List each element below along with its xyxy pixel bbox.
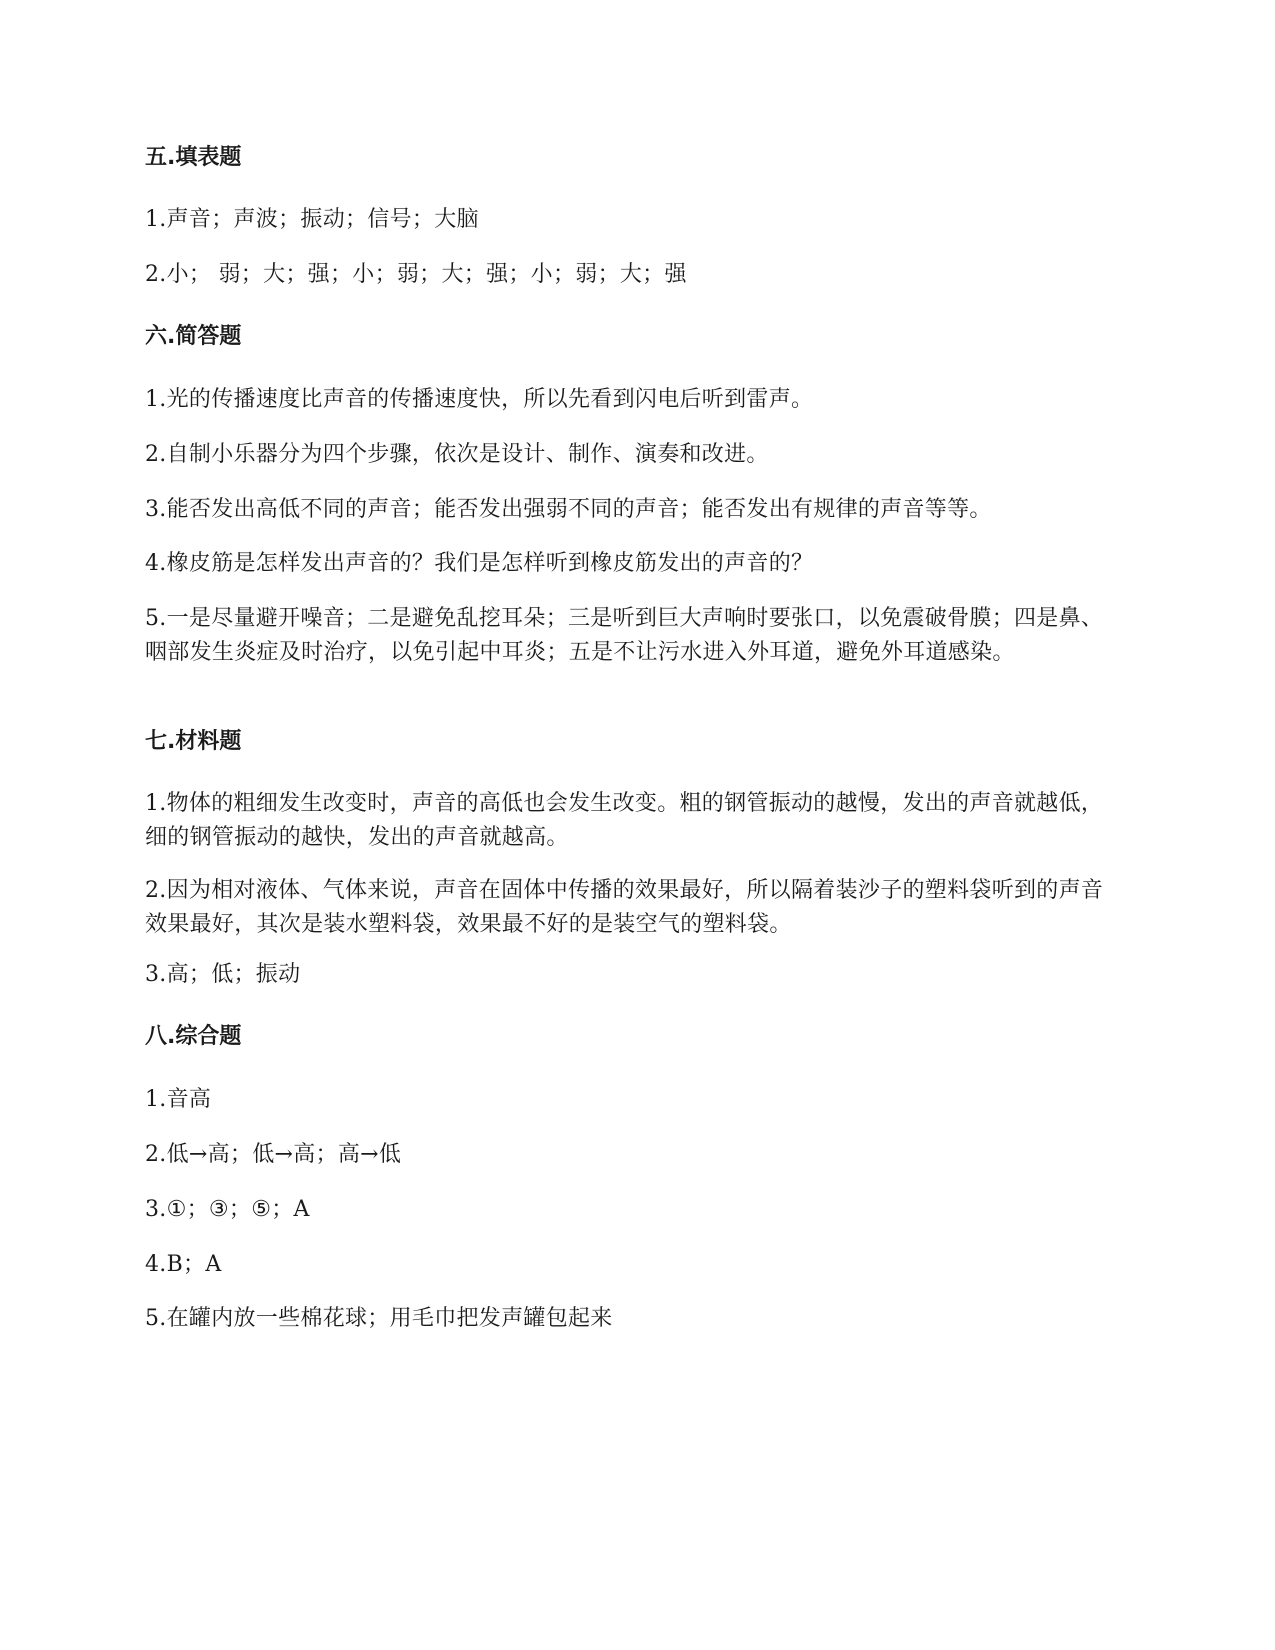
answer-item: 1.音高 [145, 1087, 212, 1112]
answer-item: 3.高；低；振动 [145, 962, 301, 987]
answer-item: 4.橡皮筋是怎样发出声音的？我们是怎样听到橡皮筋发出的声音的？ [145, 551, 814, 576]
answer-item: 3.能否发出高低不同的声音；能否发出强弱不同的声音；能否发出有规律的声音等等。 [145, 497, 992, 522]
answer-item: 5.在罐内放一些棉花球；用毛巾把发声罐包起来 [145, 1306, 613, 1331]
answer-item: 2.小； 弱；大；强；小；弱；大；强；小；弱；大；强 [145, 262, 687, 287]
answer-item: 2.低→高；低→高；高→低 [145, 1142, 402, 1167]
section-title-comprehensive: 八.综合题 [145, 1024, 242, 1049]
section-title-short-answer: 六.简答题 [145, 324, 242, 349]
answer-item: 2.因为相对液体、气体来说，声音在固体中传播的效果最好，所以隔着装沙子的塑料袋听到的声音效果最好，其次是装水塑料袋，效果最不好的是装空气的塑料袋。 [145, 878, 1104, 937]
answer-item: 1.声音；声波；振动；信号；大脑 [145, 207, 479, 232]
section-title-fill-table: 五.填表题 [145, 145, 242, 170]
answer-item: 4.B；A [145, 1252, 222, 1277]
section-title-material: 七.材料题 [145, 729, 242, 754]
answer-item: 1.物体的粗细发生改变时，声音的高低也会发生改变。粗的钢管振动的越慢，发出的声音就越低，细的钢管振动的越快，发出的声音就越高。 [145, 791, 1104, 850]
answer-item: 2.自制小乐器分为四个步骤，依次是设计、制作、演奏和改进。 [145, 442, 769, 467]
answer-item: 1.光的传播速度比声音的传播速度快，所以先看到闪电后听到雷声。 [145, 387, 814, 412]
answer-item: 5.一是尽量避开噪音；二是避免乱挖耳朵；三是听到巨大声响时要张口，以免震破骨膜；四是鼻、咽部发生炎症及时治疗，以免引起中耳炎；五是不让污水进入外耳道，避免外耳道感染。 [145, 606, 1104, 665]
answer-item: 3.①；③；⑤；A [145, 1197, 310, 1222]
